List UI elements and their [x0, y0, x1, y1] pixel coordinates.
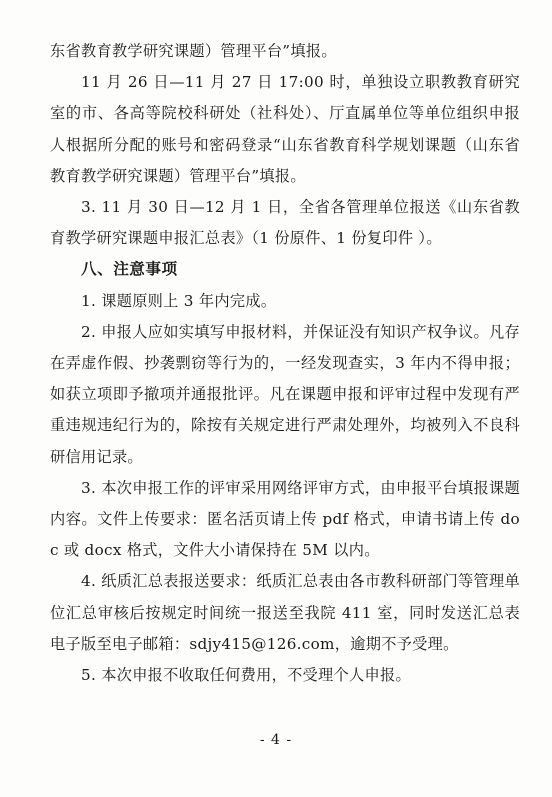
paragraph-note-1: 1. 课题原则上 3 年内完成。 [81, 291, 277, 310]
paragraph-note-4: 4. 纸质汇总表报送要求：纸质汇总表由各市教科研部门等管理单位汇总审核后按规定时间统一报送至我院 411 室，同时发送汇总表电子版至电子邮箱：sdjy415@126.com，逾期不予受理。 [50, 572, 520, 653]
paragraph-note-3: 3. 本次申报工作的评审采用网络评审方式，由申报平台填报课题内容。文件上传要求：匿名活页请上传 pdf 格式，申请书请上传 doc 或 docx 格式，文件大小请保持在 5M 以内。 [50, 478, 520, 560]
document-body [50, 36, 520, 691]
paragraph-note-5: 5. 本次申报不收取任何费用，不受理个人申报。 [81, 666, 411, 685]
paragraph-continuation: 东省教育教学研究课题）管理平台”填报。 [50, 42, 337, 60]
section-heading-notes: 八、注意事项 [81, 260, 178, 279]
page-number: - 4 - [259, 732, 293, 748]
paragraph-vocational-registration: 11 月 26 日—11 月 27 日 17:00 时，单独设立职教教育研究室的市、各高等院校科研处（社科处）、厅直属单位等单位组织申报人根据所分配的账号和密码登录“山东省教育科学规划课题（山东省教育教学研究课题）管理平台”填报。 [50, 73, 520, 185]
paragraph-note-2: 2. 申报人应如实填写申报材料，并保证没有知识产权争议。凡存在弄虚作假、抄袭剽窃等行为的，一经发现查实，3 年内不得申报；如获立项即予撤项并通报批评。凡在课题申报和评审过程中发现有严重违规违纪行为的，除按有关规定进行严肃处理外，均被列入不良科研信用记录。 [50, 322, 520, 466]
paragraph-summary-submission: 3. 11 月 30 日—12 月 1 日，全省各管理单位报送《山东省教育教学研究课题申报汇总表》（1 份原件、1 份复印件 ）。 [50, 198, 520, 248]
